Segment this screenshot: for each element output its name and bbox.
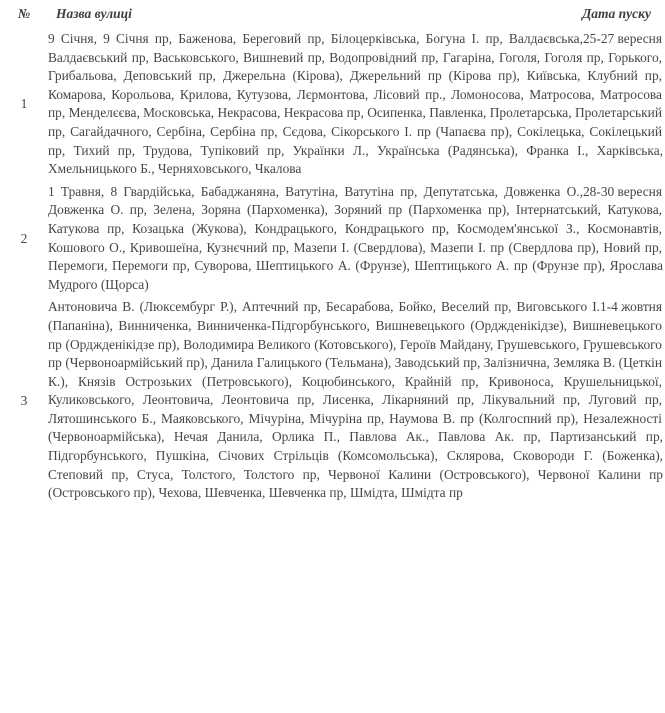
street-names-text: 9 Січня, 9 Січня пр, Баженова, Береговий пр, Білоцерківська, Богуна І. пр, Валдаєвська, Валдаєвський пр, Васьковського, Вишневий пр, Водопровідний пр, Гагаріна, Гоголя, Гоголя пр, Горького, Грибальова, Деповський пр, Джерельна (Кірова), Джерельний пр (Кірова пр), Київська, Клубний пр, Комарова, Корольова, Крилова, Кутузова, Лєрмонтова, Лісовий пр., Ломоносова, Матросова, Матросова пр, Менделєєва, Московська, Некрасова, Некрасова пр, Осипенка, Павленка, Пролетарська, Пролетарський пр, Сагайдачного, Сербіна, Сербіна пр, Сєдова, Сікорського І. пр (Чапаєва пр), Сокілецька, Сокілецький пр, Тихий пр, Трудова, Тупіковий пр, Українки Л., Українська (Радянська), Франка І., Харківська, Хмельницького Б., Черняховського, Чкалова: [48, 31, 663, 177]
line-spacer: [662, 298, 663, 410]
table-header-row: [0, 0, 665, 22]
line-spacer: [662, 30, 663, 123]
launch-date: 28-30 вересня: [582, 183, 662, 199]
street-names-text: Антоновича В. (Люксембург Р.), Аптечний пр, Бесарабова, Бойко, Веселий пр, Виговського І. (Папаніна), Винниченка, Винниченка-Підгорбунського, Вишневецького (Орджденікідзе), Вишневецького пр (Орджденікідзе пр), Володимира Великого (Котовського), Героїв Майдану, Грушевського, Грушевського пр (Червоноармійський пр), Данила Галицького (Тельмана), Заводський пр, Залізнична, Земляка В. (Цеткін К.), Князів Острозьких (Петровського), Коцюбинського, Крайній пр, Кривоноса, Крушельницької, Куликовського, Леонтовича, Леонтовича пр, Лисенка, Лікарняний пр, Лікувальний пр, Луговий пр, Лятошинського Б., Маяковського, Мічуріна, Мічуріна пр, Наумова В. пр (Колгоспний пр), Незалежності (Червоноармійська), Нечая Данила, Орлика П., Павлова Ак., Павлова Ак. пр, Партизанський пр, Підгорбунського, Пушкіна, Січових Стрільців (Комсомольська), Склярова, Сковороди Г. (Боженка), Степовий пр, Стуса, Толстого, Толстого пр, Червоної Калини (Островського), Червоної Калини пр (Островського пр), Чехова, Шевченка, Шевченка пр, Шмідта, Шмідта пр: [48, 299, 663, 501]
street-names-text: 1 Травня, 8 Гвардійська, Бабаджаняна, Ватутіна, Ватутіна пр, Депутатська, Довженка О., Довженка О. пр, Зелена, Зоряна (Пархоменка), Зоряний пр (Пархоменка пр), Інтернатський, Катукова, Катукова пр, Козацька (Жукова), Кондрацького, Кондрацького пр, Космодем'янської З., Космонавтів, Кошового О., Кривошеїна, Кузнєчний пр, Мазепи І. (Свердлова), Мазепи І. пр (Свердлова пр), Новий пр, Перемоги, Перемоги пр, Суворова, Шептицького А. (Фрунзе), Шептицького А. пр (Фрунзе пр), Ярослава Мудрого (Щорса): [48, 183, 663, 292]
launch-date: 25-27 вересня: [582, 31, 662, 46]
line-spacer: [662, 183, 663, 239]
row-number: 3: [20, 392, 28, 408]
table-row: [0, 298, 665, 503]
street-list-cell: [48, 30, 665, 179]
row-number: 1: [20, 96, 28, 112]
table-row: [0, 183, 665, 295]
street-list-cell: [48, 298, 665, 503]
table-body: [0, 22, 665, 503]
row-number: 2: [20, 230, 28, 246]
table-row: [0, 30, 665, 179]
column-header-street-name: Назва вулиці: [56, 6, 132, 21]
street-list-cell: [48, 183, 665, 295]
launch-date: 1-4 жовтня: [600, 299, 662, 315]
column-header-number: №: [17, 6, 31, 21]
column-header-launch-date: Дата пуску: [582, 6, 651, 21]
